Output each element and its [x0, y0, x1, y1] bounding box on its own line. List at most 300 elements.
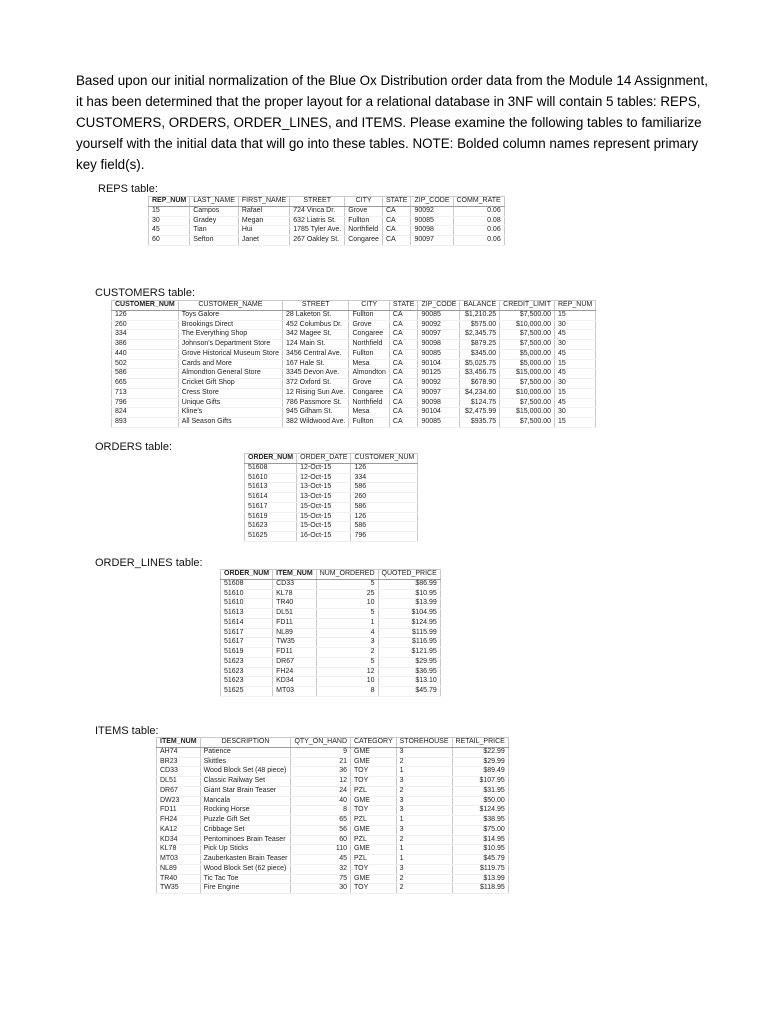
table-cell: TOY: [351, 806, 397, 816]
table-cell: 28 Laketon St.: [283, 310, 349, 320]
orders-table: [244, 453, 418, 542]
table-cell: $13.99: [452, 874, 508, 884]
table-cell: Giant Star Brain Teaser: [200, 786, 291, 796]
table-cell: 13-Oct-15: [297, 493, 351, 503]
table-row: [112, 388, 596, 398]
column-header: QTY_ON_HAND: [291, 738, 351, 748]
table-cell: 60: [149, 236, 190, 246]
column-header: STREET: [290, 197, 345, 207]
table-cell: KA12: [157, 825, 201, 835]
table-cell: Tian: [190, 226, 239, 236]
table-cell: CA: [389, 359, 418, 369]
table-cell: 51613: [221, 609, 273, 619]
table-cell: 2: [396, 884, 452, 894]
table-cell: 126: [112, 310, 179, 320]
table-cell: 15: [555, 310, 596, 320]
table-cell: 0.08: [453, 216, 504, 226]
table-cell: $86.99: [378, 579, 440, 589]
table-cell: 3: [396, 806, 452, 816]
table-cell: $29.95: [378, 657, 440, 667]
table-cell: 90092: [418, 379, 460, 389]
column-header: CITY: [349, 301, 389, 311]
table-cell: CA: [389, 398, 418, 408]
table-cell: PZL: [351, 855, 397, 865]
table-cell: Mesa: [349, 408, 389, 418]
table-cell: TOY: [351, 767, 397, 777]
table-cell: $7,500.00: [500, 398, 555, 408]
table-cell: 32: [291, 864, 351, 874]
table-cell: Kline's: [178, 408, 282, 418]
table-cell: Grove Historical Museum Store: [178, 349, 282, 359]
table-cell: 30: [555, 408, 596, 418]
table-cell: 90085: [418, 418, 460, 428]
table-cell: 25: [316, 589, 378, 599]
table-cell: Rafael: [238, 206, 289, 216]
table-cell: Wood Block Set (48 piece): [200, 767, 291, 777]
table-row: [157, 796, 509, 806]
table-cell: 15: [555, 388, 596, 398]
table-row: [157, 806, 509, 816]
table-row: [221, 589, 441, 599]
items-table: [156, 737, 509, 894]
table-cell: $107.95: [452, 777, 508, 787]
table-cell: 15: [149, 206, 190, 216]
table-cell: 1: [396, 767, 452, 777]
table-cell: 13-Oct-15: [297, 483, 351, 493]
column-header: QUOTED_PRICE: [378, 570, 440, 580]
table-cell: 10: [316, 677, 378, 687]
table-cell: 786 Passmore St.: [283, 398, 349, 408]
table-cell: 8: [291, 806, 351, 816]
table-cell: 12-Oct-15: [297, 463, 351, 473]
table-cell: 5: [316, 657, 378, 667]
table-cell: 372 Oxford St.: [283, 379, 349, 389]
table-cell: $345.00: [460, 349, 500, 359]
table-cell: 15-Oct-15: [297, 502, 351, 512]
table-cell: $45.79: [378, 687, 440, 697]
table-cell: $118.95: [452, 884, 508, 894]
table-cell: 90097: [411, 236, 453, 246]
table-cell: 51610: [245, 473, 297, 483]
table-cell: DL51: [157, 777, 201, 787]
table-cell: Puzzle Gift Set: [200, 816, 291, 826]
table-cell: 90092: [418, 320, 460, 330]
table-cell: TOY: [351, 864, 397, 874]
table-cell: Megan: [238, 216, 289, 226]
table-cell: Northfield: [349, 340, 389, 350]
table-cell: 51625: [245, 532, 297, 542]
table-cell: $5,025.75: [460, 359, 500, 369]
table-cell: 3: [396, 777, 452, 787]
table-cell: 51619: [221, 648, 273, 658]
table-row: [112, 408, 596, 418]
table-cell: $7,500.00: [500, 330, 555, 340]
table-cell: FD11: [273, 618, 317, 628]
table-cell: PZL: [351, 786, 397, 796]
table-cell: PZL: [351, 816, 397, 826]
table-cell: 51614: [221, 618, 273, 628]
table-cell: $75.00: [452, 825, 508, 835]
table-cell: 2: [396, 835, 452, 845]
table-cell: Skittles: [200, 757, 291, 767]
table-cell: 724 Vinca Dr.: [290, 206, 345, 216]
table-cell: 12: [291, 777, 351, 787]
table-cell: $10.95: [378, 589, 440, 599]
table-cell: $124.75: [460, 398, 500, 408]
table-cell: Classic Railway Set: [200, 777, 291, 787]
table-cell: PZL: [351, 835, 397, 845]
table-cell: 3: [396, 747, 452, 757]
table-cell: Northfield: [345, 226, 383, 236]
table-cell: Johnson's Department Store: [178, 340, 282, 350]
table-cell: Zauberkasten Brain Teaser: [200, 855, 291, 865]
column-header: CUSTOMER_NAME: [178, 301, 282, 311]
column-header: REP_NUM: [555, 301, 596, 311]
table-cell: 12-Oct-15: [297, 473, 351, 483]
table-cell: $121.95: [378, 648, 440, 658]
table-cell: 945 Gilham St.: [283, 408, 349, 418]
table-row: [157, 855, 509, 865]
table-cell: DW23: [157, 796, 201, 806]
table-cell: 51623: [245, 522, 297, 532]
table-cell: Northfield: [349, 398, 389, 408]
column-header: DESCRIPTION: [200, 738, 291, 748]
table-row: [245, 532, 418, 542]
table-row: [221, 648, 441, 658]
table-cell: 51617: [221, 638, 273, 648]
table-cell: 0.06: [453, 206, 504, 216]
table-cell: CA: [389, 340, 418, 350]
table-row: [157, 825, 509, 835]
items-caption: ITEMS table:: [95, 725, 159, 737]
table-cell: CA: [389, 310, 418, 320]
table-cell: Hui: [238, 226, 289, 236]
table-cell: $124.95: [378, 618, 440, 628]
order-lines-caption: ORDER_LINES table:: [95, 557, 203, 569]
table-cell: MT03: [157, 855, 201, 865]
table-cell: 9: [291, 747, 351, 757]
table-cell: 260: [112, 320, 179, 330]
column-header: RETAIL_PRICE: [452, 738, 508, 748]
table-cell: 124 Main St.: [283, 340, 349, 350]
table-cell: CA: [389, 379, 418, 389]
table-cell: CA: [382, 206, 411, 216]
table-cell: CA: [389, 349, 418, 359]
table-cell: $2,475.99: [460, 408, 500, 418]
table-cell: $1,210.25: [460, 310, 500, 320]
table-row: [157, 874, 509, 884]
table-cell: $115.99: [378, 628, 440, 638]
table-cell: $575.00: [460, 320, 500, 330]
table-cell: $14.95: [452, 835, 508, 845]
table-cell: All Season Gifts: [178, 418, 282, 428]
table-cell: 1: [316, 618, 378, 628]
table-cell: KD34: [273, 677, 317, 687]
table-row: [245, 512, 418, 522]
table-cell: 260: [351, 493, 418, 503]
table-cell: 796: [112, 398, 179, 408]
table-cell: AH74: [157, 747, 201, 757]
table-cell: 24: [291, 786, 351, 796]
table-row: [157, 777, 509, 787]
table-cell: Campos: [190, 206, 239, 216]
table-cell: The Everything Shop: [178, 330, 282, 340]
table-cell: 45: [555, 330, 596, 340]
table-cell: $15,000.00: [500, 369, 555, 379]
table-cell: $3,456.75: [460, 369, 500, 379]
table-cell: CA: [389, 408, 418, 418]
table-cell: 90097: [418, 388, 460, 398]
table-cell: 10: [316, 599, 378, 609]
column-header: STOREHOUSE: [396, 738, 452, 748]
column-header: ORDER_DATE: [297, 454, 351, 464]
table-cell: Patience: [200, 747, 291, 757]
reps-caption: REPS table:: [98, 183, 158, 195]
table-cell: $5,000.00: [500, 349, 555, 359]
table-cell: GME: [351, 825, 397, 835]
table-cell: Congaree: [349, 388, 389, 398]
table-cell: Cards and More: [178, 359, 282, 369]
column-header: REP_NUM: [149, 197, 190, 207]
table-cell: 15-Oct-15: [297, 512, 351, 522]
table-cell: 45: [149, 226, 190, 236]
table-cell: $50.00: [452, 796, 508, 806]
table-cell: Cricket Gift Shop: [178, 379, 282, 389]
table-cell: Tic Tac Toe: [200, 874, 291, 884]
table-cell: MT03: [273, 687, 317, 697]
table-cell: 334: [112, 330, 179, 340]
table-cell: 51623: [221, 657, 273, 667]
table-cell: 2: [316, 648, 378, 658]
table-cell: 665: [112, 379, 179, 389]
table-cell: 3345 Devon Ave.: [283, 369, 349, 379]
table-cell: $7,500.00: [500, 418, 555, 428]
table-row: [112, 379, 596, 389]
table-cell: TOY: [351, 884, 397, 894]
table-cell: Gradey: [190, 216, 239, 226]
table-cell: 796: [351, 532, 418, 542]
table-cell: $7,500.00: [500, 310, 555, 320]
table-cell: 3456 Central Ave.: [283, 349, 349, 359]
table-cell: 126: [351, 463, 418, 473]
table-row: [149, 216, 505, 226]
order-lines-table: [220, 569, 441, 697]
table-cell: 45: [555, 369, 596, 379]
table-cell: 2: [396, 874, 452, 884]
table-cell: 3: [396, 825, 452, 835]
column-header: FIRST_NAME: [238, 197, 289, 207]
table-cell: $89.49: [452, 767, 508, 777]
table-cell: $124.95: [452, 806, 508, 816]
table-cell: 51623: [221, 677, 273, 687]
table-cell: TOY: [351, 777, 397, 787]
table-cell: $13.99: [378, 599, 440, 609]
table-cell: 0.06: [453, 226, 504, 236]
table-cell: Mesa: [349, 359, 389, 369]
table-cell: Fullton: [345, 216, 383, 226]
table-cell: Fullton: [349, 418, 389, 428]
table-row: [112, 340, 596, 350]
table-cell: KD34: [157, 835, 201, 845]
table-cell: GME: [351, 757, 397, 767]
table-cell: 51617: [221, 628, 273, 638]
column-header: ITEM_NUM: [157, 738, 201, 748]
table-cell: CA: [389, 330, 418, 340]
table-cell: Almondton: [349, 369, 389, 379]
table-cell: 51625: [221, 687, 273, 697]
table-cell: $7,500.00: [500, 379, 555, 389]
table-row: [245, 493, 418, 503]
table-cell: 90098: [411, 226, 453, 236]
table-row: [157, 757, 509, 767]
table-cell: 90092: [411, 206, 453, 216]
table-cell: 56: [291, 825, 351, 835]
table-cell: 16-Oct-15: [297, 532, 351, 542]
table-cell: 51608: [245, 463, 297, 473]
table-cell: TW35: [157, 884, 201, 894]
table-cell: Almondton General Store: [178, 369, 282, 379]
table-cell: Fullton: [349, 349, 389, 359]
table-cell: $119.75: [452, 864, 508, 874]
table-cell: 824: [112, 408, 179, 418]
table-cell: 30: [555, 379, 596, 389]
table-cell: 586: [351, 483, 418, 493]
table-cell: 90104: [418, 359, 460, 369]
table-row: [112, 359, 596, 369]
table-cell: TR40: [157, 874, 201, 884]
table-cell: $678.90: [460, 379, 500, 389]
table-cell: $10.95: [452, 845, 508, 855]
table-cell: Congaree: [349, 330, 389, 340]
table-cell: DR67: [273, 657, 317, 667]
table-cell: $13.10: [378, 677, 440, 687]
table-cell: $116.95: [378, 638, 440, 648]
column-header: CUSTOMER_NUM: [112, 301, 179, 311]
table-row: [221, 677, 441, 687]
table-cell: 1: [396, 845, 452, 855]
table-cell: 440: [112, 349, 179, 359]
table-cell: 30: [149, 216, 190, 226]
table-row: [221, 638, 441, 648]
table-cell: 90097: [418, 330, 460, 340]
table-cell: Unique Gifts: [178, 398, 282, 408]
column-header: CUSTOMER_NUM: [351, 454, 418, 464]
table-cell: 1: [396, 855, 452, 865]
table-cell: CA: [389, 388, 418, 398]
table-row: [157, 786, 509, 796]
table-cell: CD33: [157, 767, 201, 777]
table-row: [221, 667, 441, 677]
column-header: STATE: [382, 197, 411, 207]
table-cell: Toys Galore: [178, 310, 282, 320]
table-cell: 5: [316, 609, 378, 619]
column-header: ORDER_NUM: [221, 570, 273, 580]
table-cell: FH24: [157, 816, 201, 826]
table-row: [149, 226, 505, 236]
table-cell: Fullton: [349, 310, 389, 320]
table-cell: KL78: [157, 845, 201, 855]
table-cell: 12 Rising Sun Ave.: [283, 388, 349, 398]
table-cell: $38.95: [452, 816, 508, 826]
table-cell: 5: [316, 579, 378, 589]
table-cell: 45: [555, 398, 596, 408]
table-cell: $10,000.00: [500, 320, 555, 330]
table-row: [221, 609, 441, 619]
table-row: [157, 835, 509, 845]
column-header: CREDIT_LIMIT: [500, 301, 555, 311]
table-cell: 30: [291, 884, 351, 894]
table-cell: FH24: [273, 667, 317, 677]
column-header: ZIP_CODE: [411, 197, 453, 207]
table-cell: Pentominoes Brain Teaser: [200, 835, 291, 845]
table-row: [245, 463, 418, 473]
table-cell: 40: [291, 796, 351, 806]
table-cell: GME: [351, 874, 397, 884]
table-row: [245, 473, 418, 483]
table-cell: $935.75: [460, 418, 500, 428]
column-header: CATEGORY: [351, 738, 397, 748]
column-header: NUM_ORDERED: [316, 570, 378, 580]
table-cell: CA: [389, 369, 418, 379]
table-cell: 502: [112, 359, 179, 369]
column-header: CITY: [345, 197, 383, 207]
table-cell: 30: [555, 340, 596, 350]
table-cell: BR23: [157, 757, 201, 767]
table-cell: 586: [112, 369, 179, 379]
table-cell: 4: [316, 628, 378, 638]
table-cell: Rocking Horse: [200, 806, 291, 816]
table-row: [157, 816, 509, 826]
table-cell: 90125: [418, 369, 460, 379]
customers-caption: CUSTOMERS table:: [95, 287, 196, 299]
intro-paragraph: Based upon our initial normalization of the Blue Ox Distribution order data from the Module 14 Assignment, it has been determined that the proper layout for a relational database in 3NF will contain 5 tables: REPS, CUSTOMERS, ORDERS, ORDER_LINES, and ITEMS. Please examine the following tables to familiarize yourself with the initial data that will go into these tables. NOTE: Bolded column names represent primary key field(s).: [76, 73, 708, 172]
table-cell: Grove: [345, 206, 383, 216]
table-cell: 36: [291, 767, 351, 777]
table-row: [157, 884, 509, 894]
table-cell: 0.06: [453, 236, 504, 246]
table-cell: Pick Up Sticks: [200, 845, 291, 855]
table-cell: 3: [396, 796, 452, 806]
table-cell: NL89: [157, 864, 201, 874]
table-row: [149, 206, 505, 216]
table-row: [112, 349, 596, 359]
table-cell: 90098: [418, 398, 460, 408]
table-cell: Janet: [238, 236, 289, 246]
table-row: [245, 522, 418, 532]
table-cell: DL51: [273, 609, 317, 619]
table-cell: $22.99: [452, 747, 508, 757]
table-cell: $7,500.00: [500, 340, 555, 350]
table-cell: TR40: [273, 599, 317, 609]
table-cell: Cress Store: [178, 388, 282, 398]
table-cell: Brookings Direct: [178, 320, 282, 330]
table-cell: 65: [291, 816, 351, 826]
table-cell: FD11: [273, 648, 317, 658]
table-row: [245, 502, 418, 512]
table-cell: 45: [555, 349, 596, 359]
table-cell: 51610: [221, 589, 273, 599]
table-cell: 8: [316, 687, 378, 697]
reps-table: [148, 196, 505, 246]
customers-table: [111, 300, 596, 428]
table-cell: Congaree: [345, 236, 383, 246]
table-cell: Sefton: [190, 236, 239, 246]
table-cell: 90085: [418, 310, 460, 320]
table-cell: 126: [351, 512, 418, 522]
table-cell: $5,000.00: [500, 359, 555, 369]
table-cell: 51614: [245, 493, 297, 503]
table-cell: $29.99: [452, 757, 508, 767]
